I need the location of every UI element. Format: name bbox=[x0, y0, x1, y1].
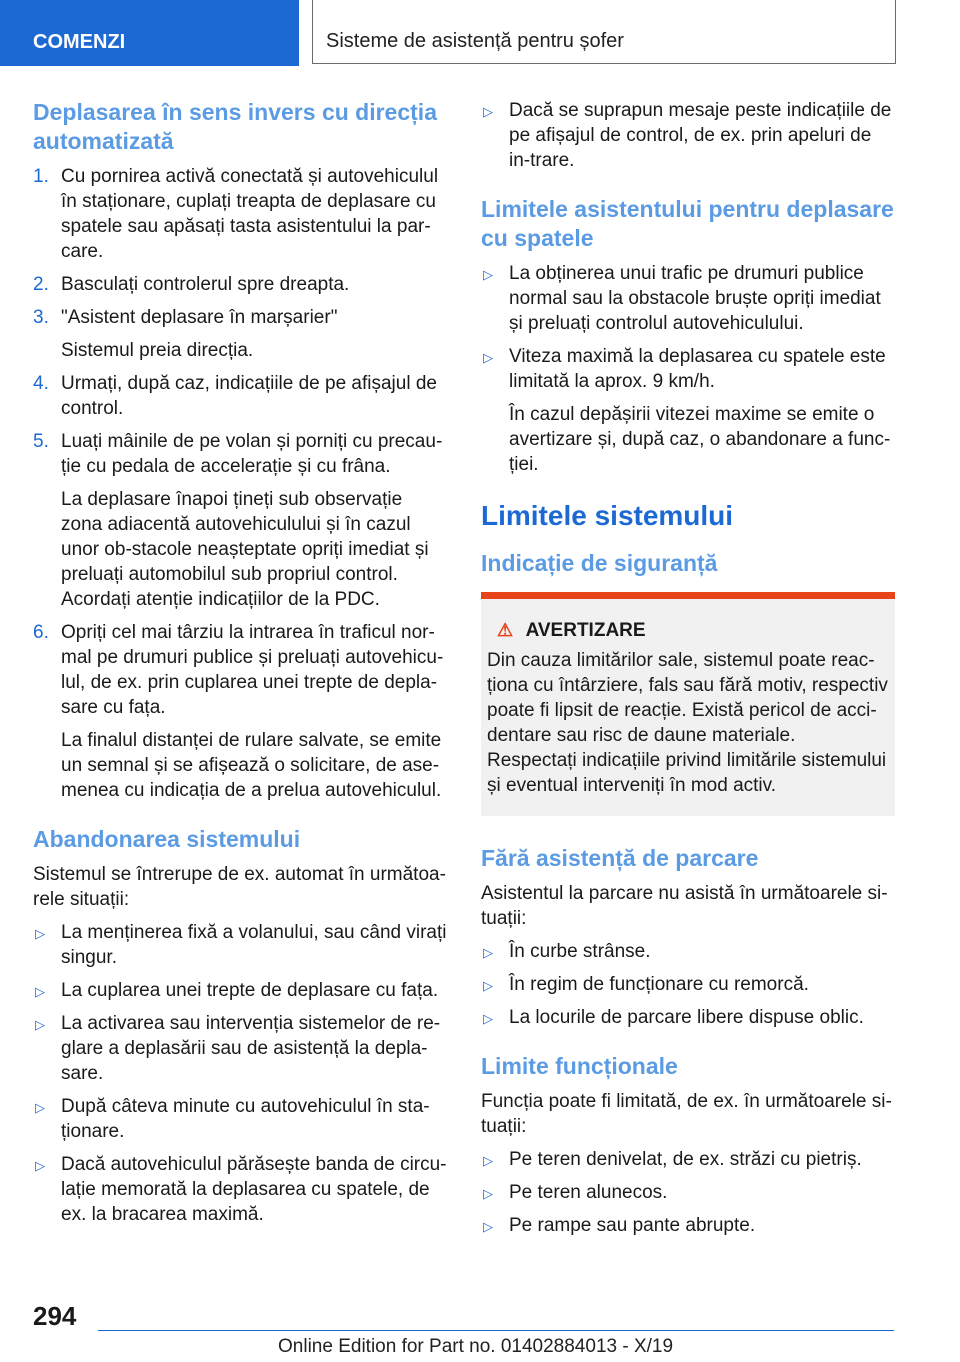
list-item-text: Pe teren denivelat, de ex. străzi cu pietriș. bbox=[509, 1149, 862, 1170]
list-item-note: În cazul depășirii vitezei maxime se emite o avertizare și, după caz, o abandonare a func‐ției. bbox=[509, 404, 891, 475]
warning-title: AVERTIZARE bbox=[525, 620, 646, 641]
page-number: 294 bbox=[33, 1301, 77, 1331]
triangle-right-icon: ▷ bbox=[483, 978, 493, 993]
triangle-right-icon: ▷ bbox=[35, 1017, 45, 1032]
no-parking-list bbox=[481, 939, 895, 1030]
list-item-text: La locurile de parcare libere dispuse oblic. bbox=[509, 1007, 864, 1028]
no-parking-intro: Asistentul la parcare nu asistă în următoarele si‐tuații: bbox=[481, 883, 888, 929]
list-item-text: Pe teren alunecos. bbox=[509, 1182, 668, 1203]
heading-functional-limits: Limite funcționale bbox=[481, 1053, 678, 1079]
step-note: La deplasare înapoi țineți sub observație zona adiacentă autovehiculului și în cazul unor ob‐stacole neașteptate opriți imediat și preluați automobilul sub propriul control. Acordați atenție indicațiilor de la PDC. bbox=[61, 489, 429, 610]
list-item bbox=[481, 98, 895, 173]
assist-limits-list bbox=[481, 261, 895, 477]
step-item bbox=[33, 305, 447, 330]
chapter-title: Sisteme de asistență pentru șofer bbox=[312, 0, 896, 64]
steps-list bbox=[33, 164, 447, 803]
footer-divider bbox=[98, 1330, 894, 1331]
list-item bbox=[481, 939, 895, 964]
warning-text: Din cauza limitărilor sale, sistemul poate reac‐ționa cu întârziere, fals sau fără motiv, respectiv poate fi lipsit de reacție. Există pericol de acci‐dentare sau risc de daune materiale. Respectați indicațiile privind limitările sistemului și eventual interveniți în mod activ. bbox=[487, 650, 888, 796]
right-column bbox=[481, 98, 895, 1246]
list-item-text: La cuplarea unei trepte de deplasare cu fața. bbox=[61, 980, 439, 1001]
step-text: Luați mâinile de pe volan și porniți cu precau‐ție cu pedala de accelerație și cu frâna. bbox=[61, 431, 443, 477]
step-number: 3. bbox=[33, 307, 49, 328]
abandon-list bbox=[33, 920, 447, 1227]
step-number: 6. bbox=[33, 622, 49, 643]
triangle-right-icon: ▷ bbox=[483, 1153, 493, 1168]
triangle-right-icon: ▷ bbox=[35, 984, 45, 999]
step-number: 4. bbox=[33, 373, 49, 394]
list-item-text: În curbe strânse. bbox=[509, 941, 651, 962]
continued-list bbox=[481, 98, 895, 173]
list-item-text: Viteza maximă la deplasarea cu spatele este limitată la aprox. 9 km/h. bbox=[509, 346, 886, 392]
list-item bbox=[33, 1094, 447, 1144]
section-tab: COMENZI bbox=[0, 0, 299, 66]
list-item bbox=[481, 344, 895, 394]
left-column bbox=[33, 98, 447, 1235]
triangle-right-icon: ▷ bbox=[35, 1100, 45, 1115]
list-item bbox=[481, 1180, 895, 1205]
step-item bbox=[33, 272, 447, 297]
list-item bbox=[481, 1147, 895, 1172]
list-item-text: La obținerea unui trafic pe drumuri publice normal sau la obstacole bruște opriți imediat și preluați controlul autovehiculului. bbox=[509, 263, 881, 334]
list-item bbox=[33, 978, 447, 1003]
heading-safety-note: Indicație de siguranță bbox=[481, 550, 718, 576]
list-item bbox=[481, 972, 895, 997]
step-note: La finalul distanței de rulare salvate, se emite un semnal și se afișează o solicitare, de ase‐menea cu indicația de a prelua autovehiculul. bbox=[61, 730, 442, 801]
heading-no-parking-assist: Fără asistență de parcare bbox=[481, 845, 759, 871]
list-item-text: Dacă autovehiculul părăsește banda de circu‐lație memorată la deplasarea cu spatele, de ex. la bracarea maximă. bbox=[61, 1154, 447, 1225]
triangle-right-icon: ▷ bbox=[483, 1011, 493, 1026]
step-item bbox=[33, 371, 447, 421]
triangle-right-icon: ▷ bbox=[483, 1219, 493, 1234]
warning-box bbox=[481, 592, 895, 816]
step-number: 2. bbox=[33, 274, 49, 295]
step-note: Sistemul preia direcția. bbox=[61, 340, 254, 361]
step-text: Opriți cel mai târziu la intrarea în traficul nor‐mal pe drumuri publice și preluați autovehicu‐lul, de ex. prin cuplarea unei trepte de depla‐sare cu fața. bbox=[61, 622, 444, 718]
triangle-right-icon: ▷ bbox=[483, 1186, 493, 1201]
heading-reverse-steering: Deplasarea în sens invers cu direcția automatizată bbox=[33, 99, 437, 154]
list-item-text: Pe rampe sau pante abrupte. bbox=[509, 1215, 756, 1236]
triangle-right-icon: ▷ bbox=[483, 945, 493, 960]
list-item bbox=[481, 1213, 895, 1238]
list-item bbox=[481, 1005, 895, 1030]
list-item bbox=[33, 1152, 447, 1227]
list-item bbox=[33, 920, 447, 970]
list-item bbox=[33, 1011, 447, 1086]
heading-abandon: Abandonarea sistemului bbox=[33, 826, 301, 852]
functional-intro: Funcția poate fi limitată, de ex. în următoarele si‐tuații: bbox=[481, 1091, 892, 1137]
step-item bbox=[33, 164, 447, 264]
list-item-text: După câteva minute cu autovehiculul în sta‐ționare. bbox=[61, 1096, 430, 1142]
list-item-text: La activarea sau intervenția sistemelor de re‐glare a deplasării sau de asistență la depla‐sare. bbox=[61, 1013, 441, 1084]
list-item-text: Dacă se suprapun mesaje peste indicațiile de pe afișajul de control, de ex. prin apeluri de in‐trare. bbox=[509, 100, 892, 171]
triangle-right-icon: ▷ bbox=[35, 1158, 45, 1173]
triangle-right-icon: ▷ bbox=[483, 267, 493, 282]
step-text: Cu pornirea activă conectată și autovehiculul în staționare, cuplați treapta de deplasare cu spatele sau apăsați tasta asistentului la par‐care. bbox=[61, 166, 439, 262]
step-number: 5. bbox=[33, 431, 49, 452]
step-text: "Asistent deplasare în marșarier" bbox=[61, 307, 338, 328]
page-header bbox=[0, 0, 960, 66]
footer-edition: Online Edition for Part no. 01402884013 - X/19 bbox=[278, 1336, 674, 1357]
warning-triangle-icon: ⚠ bbox=[497, 620, 514, 640]
step-text: Urmați, după caz, indicațiile de pe afișajul de control. bbox=[61, 373, 437, 419]
triangle-right-icon: ▷ bbox=[35, 926, 45, 941]
list-item-text: În regim de funcționare cu remorcă. bbox=[509, 974, 809, 995]
list-item-text: La menținerea fixă a volanului, sau când virați singur. bbox=[61, 922, 447, 968]
triangle-right-icon: ▷ bbox=[483, 350, 493, 365]
step-text: Basculați controlerul spre dreapta. bbox=[61, 274, 350, 295]
step-item bbox=[33, 429, 447, 479]
functional-list bbox=[481, 1147, 895, 1238]
step-item bbox=[33, 620, 447, 720]
step-number: 1. bbox=[33, 166, 49, 187]
abandon-intro: Sistemul se întrerupe de ex. automat în următoa‐rele situații: bbox=[33, 864, 446, 910]
triangle-right-icon: ▷ bbox=[483, 104, 493, 119]
heading-system-limits: Limitele sistemului bbox=[481, 500, 734, 531]
list-item bbox=[481, 261, 895, 336]
heading-assist-limits: Limitele asistentului pentru deplasare cu spatele bbox=[481, 196, 894, 251]
